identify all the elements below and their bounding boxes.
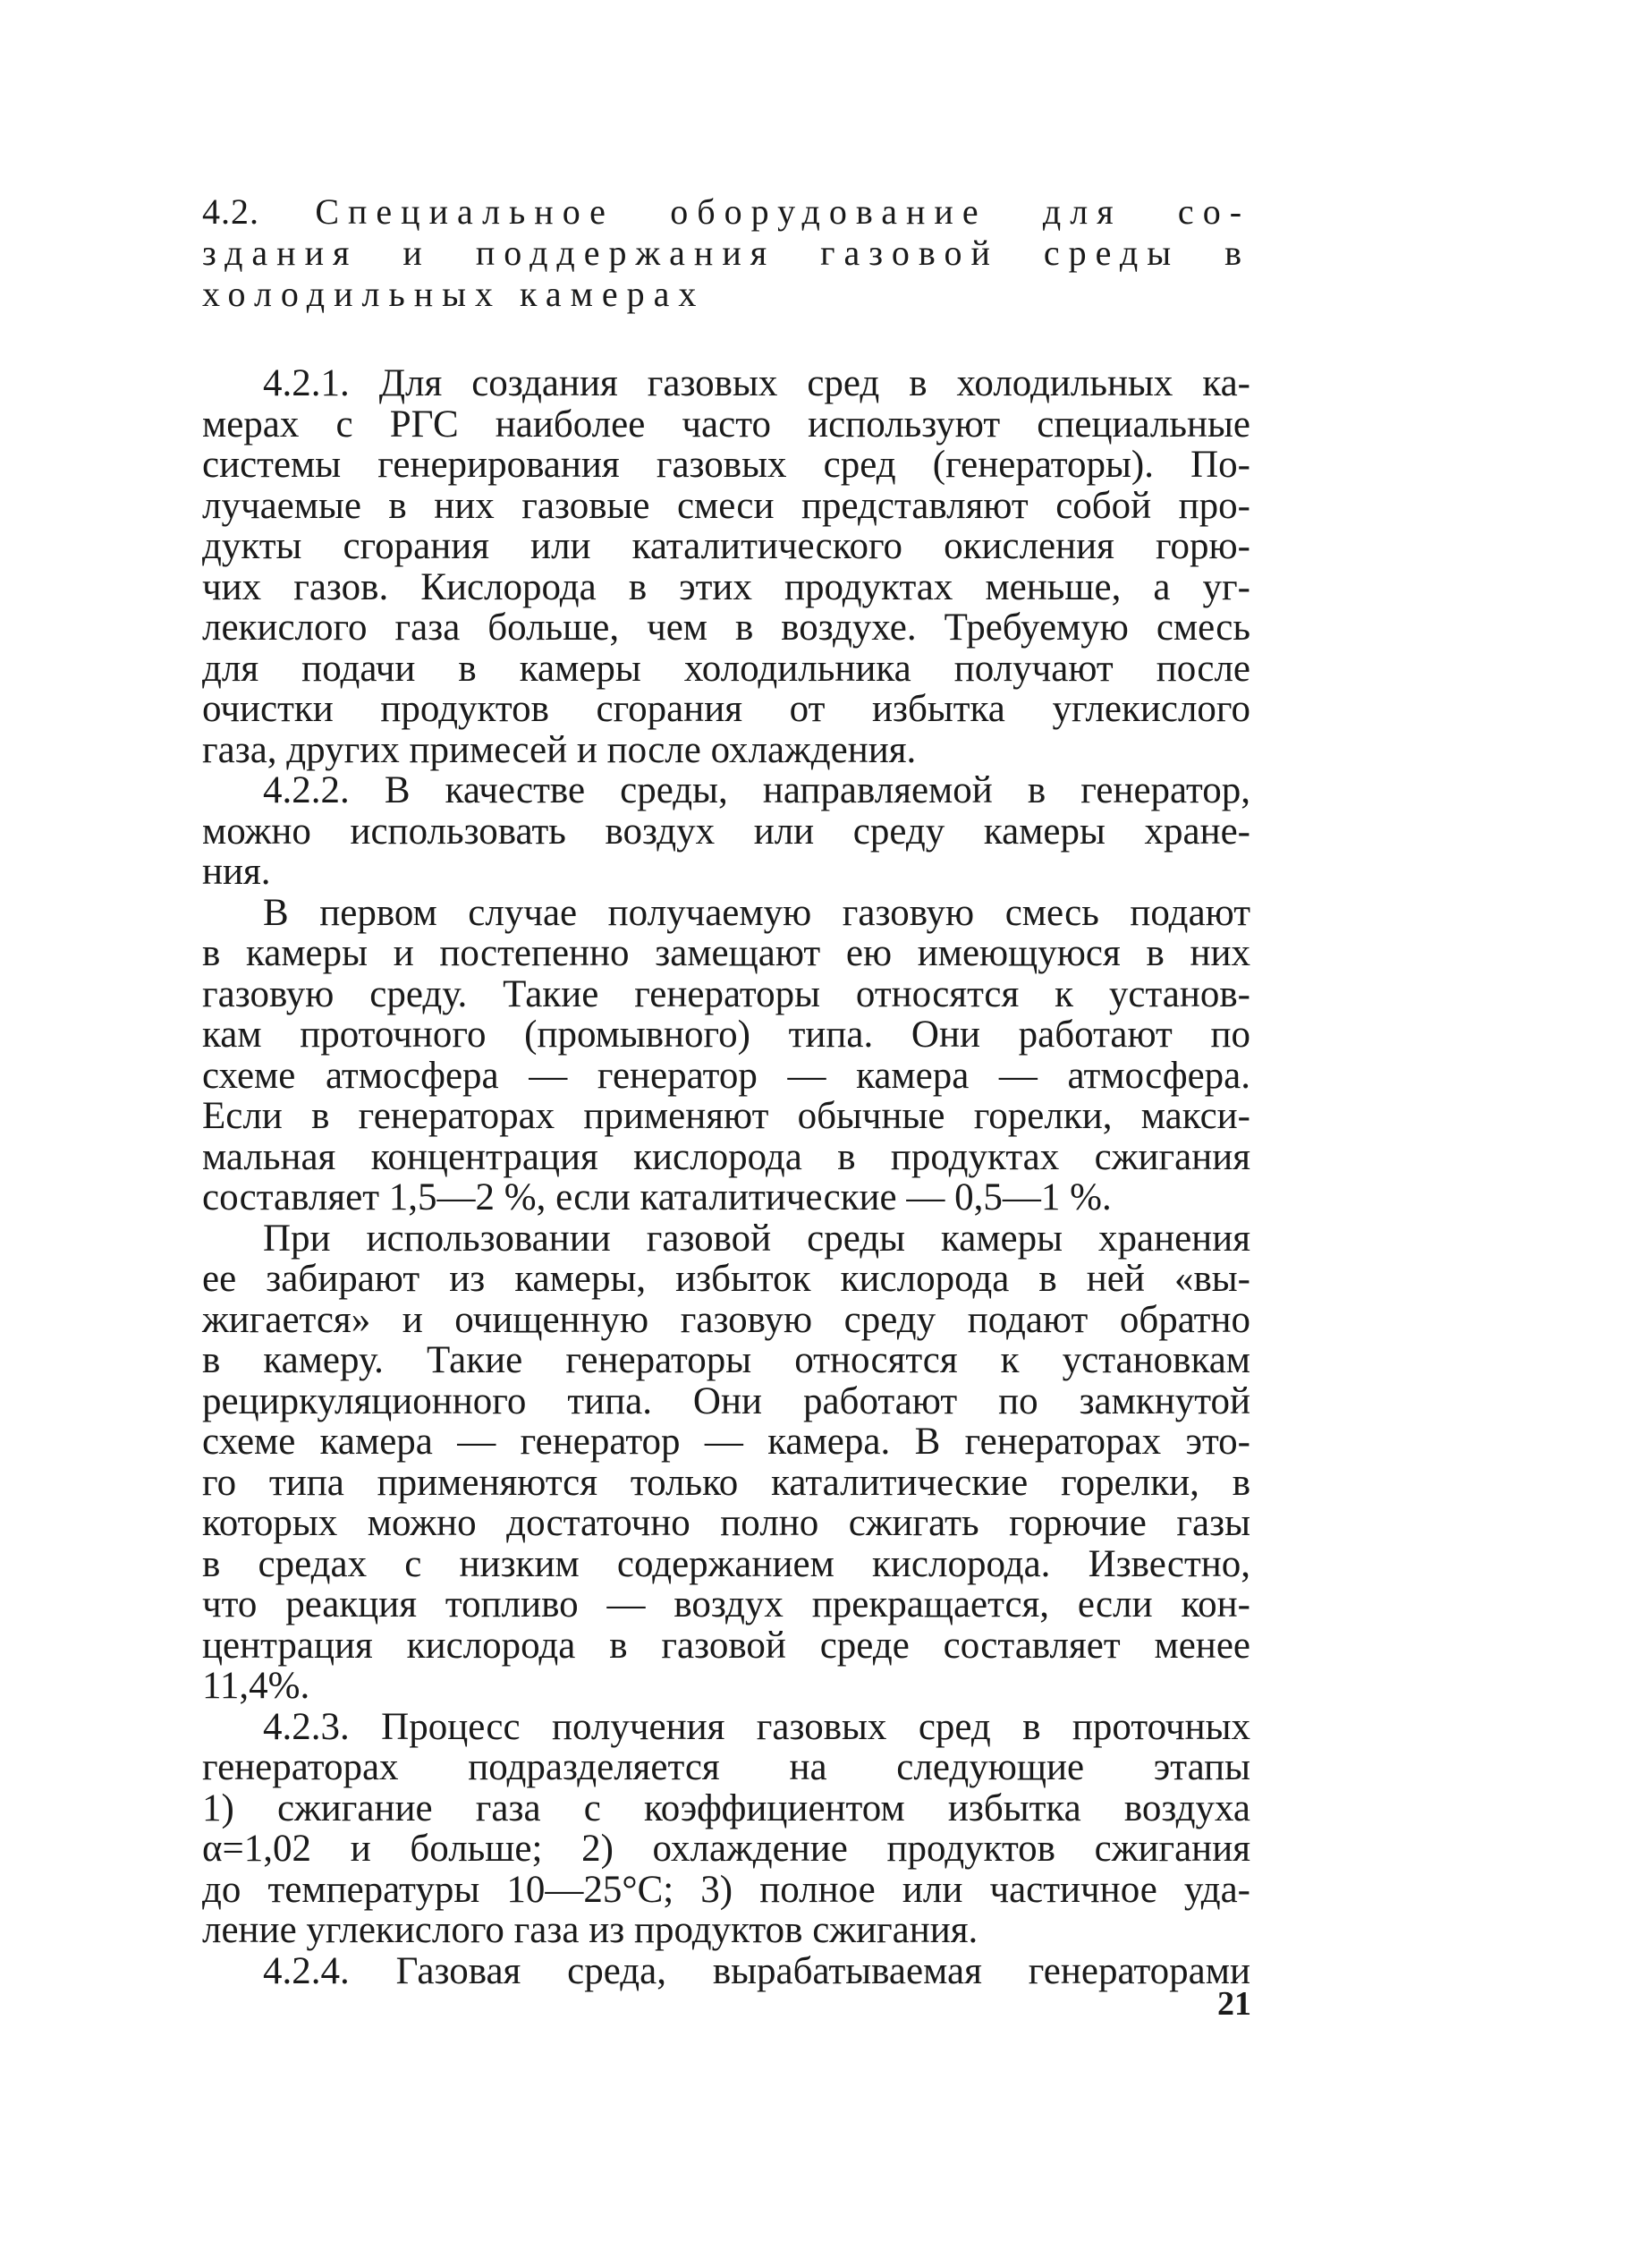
text-line: центрация кислорода в газовой среде составляет менее [202,1624,1250,1667]
text-line: схеме камера — генератор — камера. В генераторах это- [202,1421,1250,1463]
text-line: жигается» и очищенную газовую среду подают обратно [202,1298,1250,1341]
text-line: ния. [202,851,271,893]
text-line: дукты сгорания или каталитического окисления горю- [202,525,1250,567]
paragraph [202,363,1250,770]
heading-line [202,233,1250,274]
text-line: системы генерирования газовых сред (генераторы). По- [202,444,1250,486]
text-line: в камеру. Такие генераторы относятся к установкам [202,1339,1250,1381]
paragraph [202,770,1250,893]
text-line: для подачи в камеры холодильника получают после [202,647,1250,690]
text-line: Если в генераторах применяют обычные горелки, макси- [202,1095,1250,1137]
body-text [202,363,1250,1991]
text-line: газовую среду. Такие генераторы относятся к установ- [202,972,1250,1015]
text-line: генераторах подразделяется на следующие этапы [202,1746,1250,1788]
heading-line-text: холодильных камерах [202,274,706,314]
text-line: газа, других примесей и после охлаждения. [202,728,917,771]
paragraph [202,1218,1250,1707]
text-line: 1) сжигание газа с коэффициентом избытка воздуха [202,1786,1250,1829]
text-line: го типа применяются только каталитические горелки, в [202,1461,1250,1504]
text-line: ление углекислого газа из продуктов сжигания. [202,1909,978,1951]
text-line: 4.2.4. Газовая среда, вырабатываемая генераторами [263,1949,1250,1992]
text-line: рециркуляционного типа. Они работают по замкнутой [202,1379,1250,1422]
text-line: можно использовать воздух или среду камеры хране- [202,810,1250,853]
text-line: схеме атмосфера — генератор — камера — атмосфера. [202,1054,1250,1097]
text-line: 4.2.1. Для создания газовых сред в холодильных ка- [263,362,1250,404]
page-content [202,191,1250,1991]
page-number: 21 [1217,1985,1251,2023]
text-line: кам проточного (промывного) типа. Они работают по [202,1014,1250,1056]
paragraph [202,893,1250,1218]
text-line: мерах с РГС наиболее часто используют специальные [202,403,1250,446]
text-line: ее забирают из камеры, избыток кислорода в ней «вы- [202,1258,1250,1300]
text-line: что реакция топливо — воздух прекращается, если кон- [202,1583,1250,1625]
text-line: 4.2.2. В качестве среды, направляемой в генератор, [263,769,1250,811]
text-line: в средах с низким содержанием кислорода. Известно, [202,1542,1250,1585]
text-line: лекислого газа больше, чем в воздухе. Требуемую смесь [202,607,1250,649]
text-line: 11,4%. [202,1665,310,1707]
text-line: 4.2.3. Процесс получения газовых сред в проточных [263,1705,1250,1748]
paragraph [202,1951,1250,1992]
heading-line-text: здания и поддержания газовой среды в [202,233,1250,273]
text-line: В первом случае получаемую газовую смесь подают [263,891,1250,934]
text-line: При использовании газовой среды камеры хранения [263,1217,1250,1260]
text-line: лучаемые в них газовые смеси представляют собой про- [202,484,1250,527]
paragraph [202,1707,1250,1951]
text-line: до температуры 10—25°C; 3) полное или частичное уда- [202,1868,1250,1911]
heading-line-text: Специальное оборудование для со- [315,191,1251,232]
text-line: которых можно достаточно полно сжигать горючие газы [202,1502,1250,1544]
text-line: мальная концентрация кислорода в продуктах сжигания [202,1135,1250,1178]
text-line: очистки продуктов сгорания от избытка углекислого [202,688,1250,730]
heading-line [202,274,1250,315]
text-line: α=1,02 и больше; 2) охлаждение продуктов сжигания [202,1828,1250,1870]
text-line: составляет 1,5—2 %, если каталитические — 0,5—1 %. [202,1176,1112,1218]
heading-number: 4.2. [202,191,259,232]
text-line: чих газов. Кислорода в этих продуктах меньше, а уг- [202,565,1250,608]
section-heading [202,191,1250,315]
text-line: в камеры и постепенно замещают ею имеющуюся в них [202,932,1250,974]
heading-line [202,191,1250,233]
